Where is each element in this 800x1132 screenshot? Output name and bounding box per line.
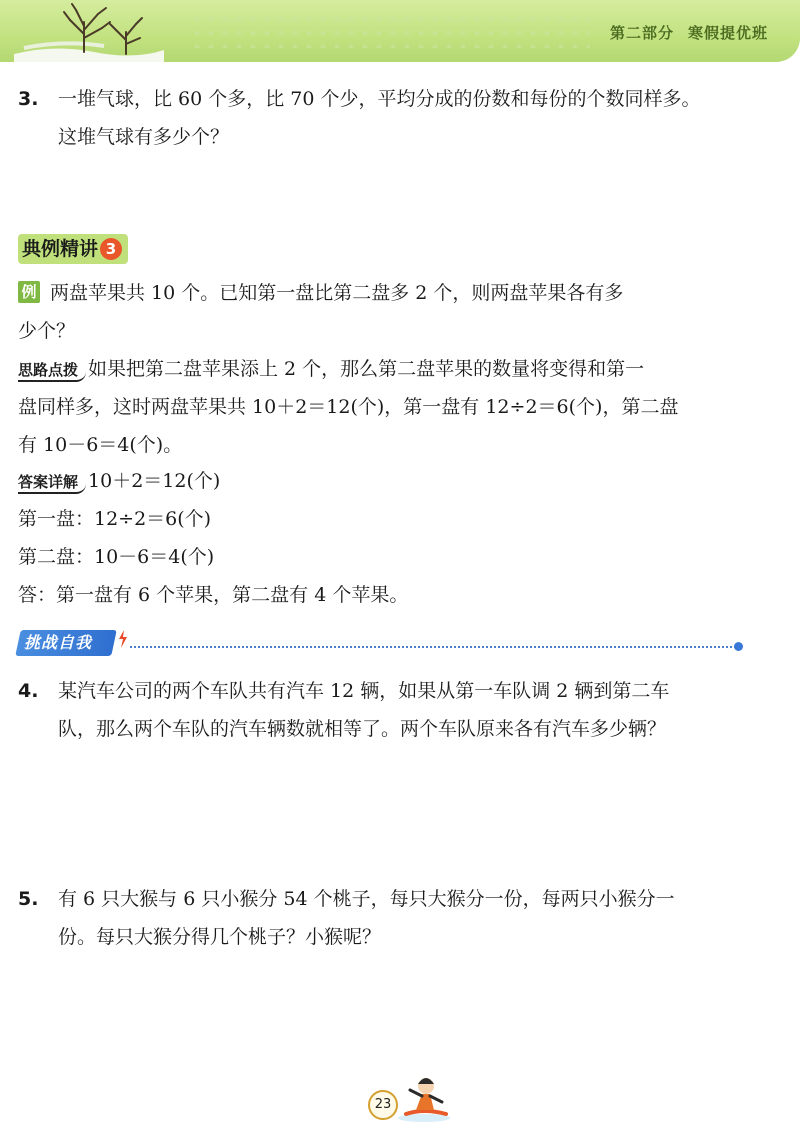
- question-4-line1: [18, 672, 669, 710]
- question-text: 一堆气球，比 60 个多，比 70 个少，平均分成的份数和每份的个数同样多。: [58, 88, 701, 110]
- question-3: [18, 80, 701, 156]
- section-number-badge: 3: [100, 238, 122, 260]
- example-badge: 例: [18, 281, 40, 303]
- question-5-line1: [18, 880, 675, 918]
- winter-trees-illustration: [14, 2, 164, 62]
- answer-text: 10＋2＝12(个): [88, 470, 221, 492]
- answer-block: [18, 462, 778, 614]
- hint-line1: [18, 350, 778, 388]
- hint-line3: 有 10－6＝4(个)。: [18, 434, 183, 456]
- answer-line3: 第二盘：10－6＝4(个): [18, 546, 215, 568]
- lightning-icon: [118, 630, 128, 648]
- header-part: 第二部分: [609, 24, 674, 42]
- section-title: [18, 234, 128, 264]
- skating-mascot-illustration: [396, 1068, 456, 1124]
- question-number: 5.: [18, 888, 39, 910]
- question-number: 3.: [18, 88, 39, 110]
- question-3-line2: 这堆气球有多少个？: [58, 126, 230, 148]
- challenge-label: 挑战自我: [24, 633, 93, 652]
- header-section: 寒假提优班: [687, 24, 768, 42]
- question-5: [18, 880, 675, 956]
- example-text: 两盘苹果共 10 个。已知第一盘比第二盘多 2 个，则两盘苹果各有多: [50, 282, 624, 304]
- hint-block: [18, 350, 778, 464]
- hint-line2: 盘同样多，这时两盘苹果共 10＋2＝12(个)，第一盘有 12÷2＝6(个)，第二盘: [18, 396, 679, 418]
- header-title: [610, 22, 768, 43]
- challenge-divider: [130, 646, 736, 648]
- example-problem: [18, 274, 778, 350]
- answer-line1: [18, 462, 778, 500]
- hint-text: 如果把第二盘苹果添上 2 个，那么第二盘苹果的数量将变得和第一: [88, 358, 645, 380]
- page-number: 23: [368, 1090, 398, 1120]
- question-3-line1: [18, 80, 701, 118]
- question-text: 有 6 只大猴与 6 只小猴分 54 个桃子，每只大猴分一份，每两只小猴分一: [58, 888, 675, 910]
- example-problem-line1: [18, 274, 778, 312]
- question-5-line2: 份。每只大猴分得几个桃子？小猴呢？: [58, 926, 382, 948]
- question-text: 某汽车公司的两个车队共有汽车 12 辆，如果从第一车队调 2 辆到第二车: [58, 680, 670, 702]
- divider-end-dot: [734, 642, 743, 651]
- question-number: 4.: [18, 680, 39, 702]
- challenge-banner: [18, 630, 122, 660]
- example-problem-line2: 少个？: [18, 320, 76, 342]
- header-pattern: [190, 12, 590, 48]
- section-title-text: 典例精讲: [22, 238, 99, 260]
- header-band: [0, 0, 800, 62]
- question-4: [18, 672, 669, 748]
- answer-line2: 第一盘：12÷2＝6(个): [18, 508, 212, 530]
- answer-line4: 答：第一盘有 6 个苹果，第二盘有 4 个苹果。: [18, 584, 409, 606]
- answer-tag: 答案详解: [18, 472, 86, 494]
- question-4-line2: 队，那么两个车队的汽车辆数就相等了。两个车队原来各有汽车多少辆？: [58, 718, 667, 740]
- hint-tag: 思路点拨: [18, 360, 86, 382]
